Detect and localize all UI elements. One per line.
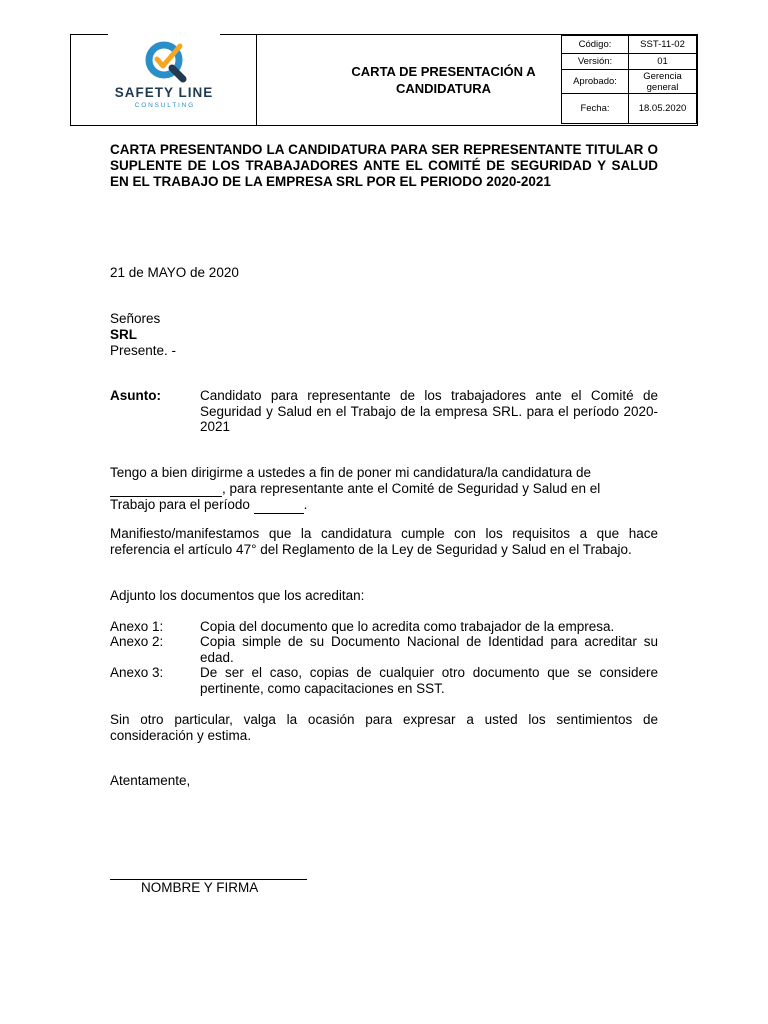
meta-key: Versión: — [562, 54, 629, 70]
subject-text: Candidato para representante de los trabajadores ante el Comité de Seguridad y Salud en el Trabajo de la empresa SRL. para el período 2020-2021 — [200, 388, 658, 434]
letter-date: 21 de MAYO de 2020 — [110, 265, 239, 280]
annex-3-label: Anexo 3: — [110, 665, 164, 680]
meta-value: Gerencia general — [629, 70, 697, 94]
annex-1-label: Anexo 1: — [110, 619, 164, 634]
annex-1-text: Copia del documento que lo acredita como trabajador de la empresa. — [200, 619, 615, 634]
title-line-2: CANDIDATURA — [395, 81, 492, 96]
paragraph-line-2-text: , para representante ante el Comité de Seguridad y Salud en el — [222, 480, 601, 496]
paragraph-requirements: Manifiesto/manifestamos que la candidatura cumple con los requisitos a que hace referencia el artículo 47° del Reglamento de la Ley de Seguridad y Salud en el Trabajo. — [110, 526, 658, 557]
document-meta-table — [561, 35, 697, 124]
meta-row-date — [562, 94, 697, 124]
title-line-1: CARTA DE PRESENTACIÓN A — [351, 64, 536, 79]
meta-key: Aprobado: — [562, 70, 629, 94]
letter-heading: CARTA PRESENTANDO LA CANDIDATURA PARA SER REPRESENTANTE TITULAR O SUPLENTE DE LOS TRABAJADORES ANTE EL COMITÉ DE SEGURIDAD Y SALUD EN EL TRABAJO DE LA EMPRESA SRL POR EL PERIODO 2020-2021 — [110, 142, 658, 189]
annex-2-text: Copia simple de su Documento Nacional de Identidad para acreditar su edad. — [200, 634, 658, 665]
logo-name: SAFETY LINE — [114, 85, 214, 100]
meta-row-approved — [562, 70, 697, 94]
recipient-presente: Presente. - — [110, 343, 177, 358]
logo-mark-icon — [108, 36, 220, 88]
meta-row-version — [562, 54, 697, 70]
annex-2-label: Anexo 2: — [110, 634, 164, 649]
paragraph-line-1: Tengo a bien dirigirme a ustedes a fin de poner mi candidatura/la candidatura de — [110, 465, 592, 480]
subject-label: Asunto: — [110, 388, 161, 403]
paragraph-line-2 — [110, 481, 658, 498]
meta-key: Fecha: — [562, 94, 629, 124]
paragraph-line-3 — [110, 497, 658, 514]
recipient-company: SRL — [110, 327, 137, 342]
candidate-blank — [110, 481, 222, 498]
closing-paragraph: Sin otro particular, valga la ocasión para expresar a usted los sentimientos de consideración y estima. — [110, 712, 658, 743]
meta-value: 18.05.2020 — [629, 94, 697, 124]
signature-label: NOMBRE Y FIRMA — [141, 880, 259, 895]
period-dot: . — [303, 497, 308, 512]
company-logo — [108, 36, 220, 118]
annex-3-text: De ser el caso, copias de cualquier otro documento que se considere pertinente, como capacitaciones en SST. — [200, 665, 658, 696]
paragraph-line-3-text: Trabajo para el período — [110, 497, 250, 512]
meta-value: 01 — [629, 54, 697, 70]
paragraph-attachments: Adjunto los documentos que los acreditan: — [110, 588, 365, 603]
sign-off: Atentamente, — [110, 773, 191, 788]
meta-value: SST-11-02 — [629, 36, 697, 54]
recipient-salutation: Señores — [110, 311, 161, 326]
meta-row-code — [562, 36, 697, 54]
period-blank — [254, 497, 304, 514]
meta-key: Código: — [562, 36, 629, 54]
logo-subtitle: C O N S U L T I N G — [134, 102, 194, 109]
paragraph-candidacy — [110, 465, 658, 514]
